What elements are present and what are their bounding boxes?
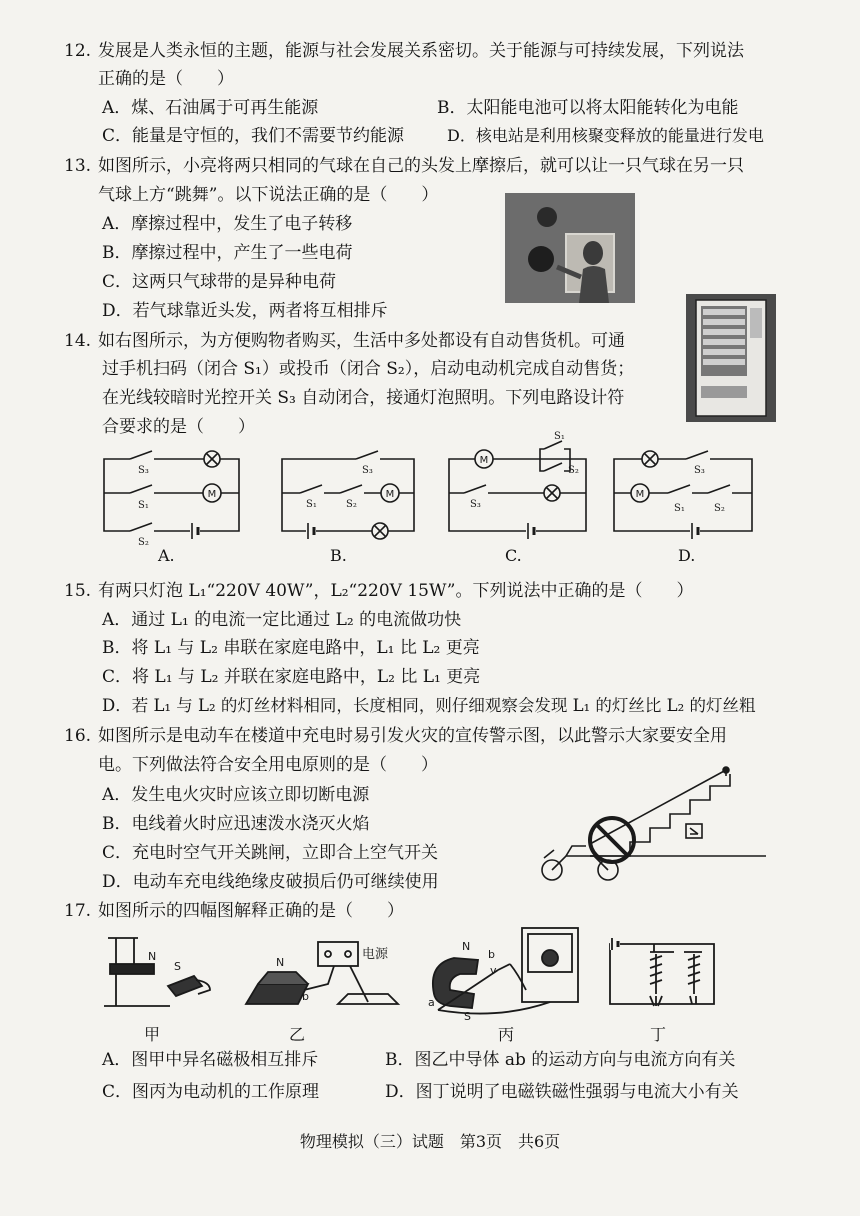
label-s2-a: S₂	[138, 537, 149, 548]
lamp-icons	[204, 451, 658, 539]
svg-text:M: M	[207, 489, 217, 500]
label-n-jia: N	[148, 950, 157, 963]
label-s-bing: S	[464, 1010, 471, 1023]
label-v-bing: v	[490, 964, 497, 977]
question-16-stem-line-1: 16. 如图所示是电动车在楼道中充电时易引发火灾的宣传警示图，以此警示大家要安全用	[64, 726, 727, 746]
label-s1-c: S₁	[554, 431, 565, 442]
circuit-label-a: A.	[158, 546, 175, 565]
question-14-stem-line-1: 14. 如右图所示，为方便购物者购买，生活中多处都设有自动售货机。可通	[64, 331, 625, 351]
question-15-option-c: C．将 L₁ 与 L₂ 并联在家庭电路中，L₂ 比 L₁ 更亮	[102, 667, 481, 687]
balloon-bottom-icon	[528, 246, 554, 272]
question-12-stem-line-1: 12. 发展是人类永恒的主题，能源与社会发展关系密切。关于能源与可持续发展，下列说法	[64, 41, 744, 61]
question-14-stem-line-2: 过手机扫码（闭合 S₁）或投币（闭合 S₂），启动电动机完成自动售货；	[102, 359, 635, 379]
circuit-label-c: C.	[505, 546, 522, 565]
vending-machine-photo	[686, 294, 776, 422]
label-n-bing: N	[462, 940, 471, 953]
question-17-option-b: B．图乙中导体 ab 的运动方向与电流方向有关	[385, 1050, 736, 1070]
question-17-stem: 17. 如图所示的四幅图解释正确的是（ ）	[64, 901, 404, 921]
question-14-stem-line-4: 合要求的是（ ）	[102, 417, 255, 437]
label-a-bing: a	[428, 996, 435, 1009]
label-b-bing: b	[488, 948, 495, 961]
question-16-option-d: D．电动车充电线绝缘皮破损后仍可继续使用	[102, 872, 439, 892]
figure-bing-galvanometer	[433, 928, 578, 1014]
label-s3-c: S₃	[470, 499, 481, 510]
label-s-jia: S	[174, 960, 181, 973]
question-13-option-b: B．摩擦过程中，产生了一些电荷	[102, 243, 353, 263]
question-17-option-a: A．图甲中异名磁极相互排斥	[102, 1050, 319, 1070]
balloon-photo	[505, 193, 635, 303]
motor-icons	[203, 450, 649, 502]
question-13-option-a: A．摩擦过程中，发生了电子转移	[102, 214, 353, 234]
balloon-top-icon	[537, 207, 557, 227]
question-12-option-c: C．能量是守恒的，我们不需要节约能源	[102, 126, 405, 146]
label-b-yi: b	[302, 990, 309, 1003]
label-power: 电源	[362, 947, 389, 962]
question-12-option-b: B．太阳能电池可以将太阳能转化为电能	[437, 98, 739, 118]
question-16-option-c: C．充电时空气开关跳闸，立即合上空气开关	[102, 843, 439, 863]
question-17-option-d: D．图丁说明了电磁铁磁性强弱与电流大小有关	[385, 1082, 739, 1102]
question-16-stem-line-2: 电。下列做法符合安全用电原则的是（ ）	[98, 755, 438, 775]
figure-label-ding: 丁	[650, 1025, 667, 1044]
question-15-option-a: A．通过 L₁ 的电流一定比通过 L₂ 的电流做功快	[102, 610, 462, 630]
svg-text:M: M	[479, 455, 489, 466]
label-s1-b: S₁	[306, 499, 317, 510]
question-13-option-c: C．这两只气球带的是异种电荷	[102, 272, 337, 292]
question-13-option-d: D．若气球靠近头发，两者将互相排斥	[102, 301, 388, 321]
label-s3-b: S₃	[362, 465, 373, 476]
circuit-options-figure	[94, 431, 804, 571]
ebike-fire-warning-figure	[530, 764, 770, 888]
question-13-stem-line-1: 13. 如图所示，小亮将两只相同的气球在自己的头发上摩擦后，就可以让一只气球在另一只	[64, 156, 744, 176]
question-15-stem: 15. 有两只灯泡 L₁“220V 40W”，L₂“220V 15W”。下列说法中正确的是（ ）	[64, 581, 694, 601]
question-15-option-b: B．将 L₁ 与 L₂ 串联在家庭电路中，L₁ 比 L₂ 更亮	[102, 638, 480, 658]
question-14-stem-line-3: 在光线较暗时光控开关 S₃ 自动闭合，接通灯泡照明。下列电路设计符	[102, 388, 625, 408]
figure-ding-electromagnets	[610, 938, 714, 1006]
question-12-option-d: D．核电站是利用核聚变释放的能量进行发电	[447, 126, 764, 145]
figure-label-jia: 甲	[144, 1025, 161, 1044]
label-s3-d: S₃	[694, 465, 705, 476]
label-s3-a: S₃	[138, 465, 149, 476]
figure-jia-magnets	[104, 938, 210, 1006]
page-footer: 物理模拟（三）试题 第3页 共6页	[299, 1132, 561, 1151]
label-s1-d: S₁	[674, 503, 685, 514]
svg-text:M: M	[385, 489, 395, 500]
svg-text:M: M	[635, 489, 645, 500]
question-16-option-b: B．电线着火时应迅速泼水浇灭火焰	[102, 814, 370, 834]
label-s2-c: S₂	[568, 465, 579, 476]
figure-label-bing: 丙	[498, 1025, 515, 1044]
question-16-option-a: A．发生电火灾时应该立即切断电源	[102, 785, 370, 805]
question-13-stem-line-2: 气球上方“跳舞”。以下说法正确的是（ ）	[98, 185, 439, 205]
figure-label-yi: 乙	[289, 1025, 306, 1044]
question-12-stem-line-2: 正确的是（ ）	[98, 69, 234, 89]
circuit-label-d: D.	[678, 546, 696, 565]
label-s2-b: S₂	[346, 499, 357, 510]
question-12-option-a: A．煤、石油属于可再生能源	[102, 98, 319, 118]
label-n-yi: N	[276, 956, 285, 969]
circuit-label-b: B.	[330, 546, 347, 565]
q17-figures	[98, 924, 738, 1044]
question-17-option-c: C．图丙为电动机的工作原理	[102, 1082, 320, 1102]
label-s2-d: S₂	[714, 503, 725, 514]
question-15-option-d: D．若 L₁ 与 L₂ 的灯丝材料相同，长度相同，则仔细观察会发现 L₁ 的灯丝比 L₂ 的灯丝粗	[102, 696, 756, 715]
label-s1-a: S₁	[138, 500, 149, 511]
